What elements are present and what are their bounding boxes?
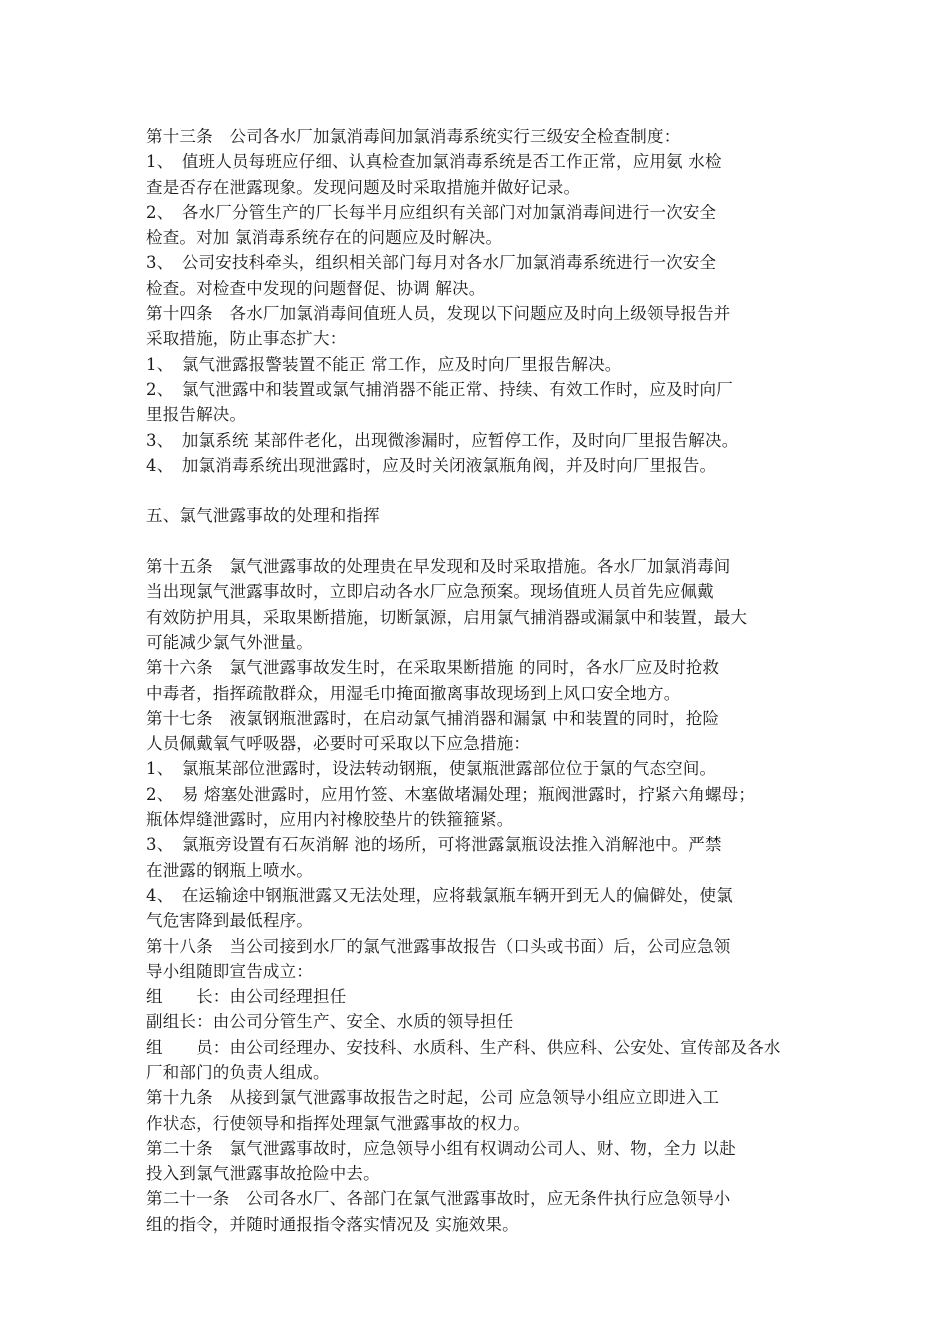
text-line: 第十九条 从接到氯气泄露事故报告之时起，公司 应急领导小组应立即进入工 xyxy=(146,1088,720,1108)
text-line: 第二十条 氯气泄露事故时，应急领导小组有权调动公司人、财、物，全力 以赴 xyxy=(146,1138,736,1158)
text-line: 1、 氯瓶某部位泄露时，设法转动钢瓶，使氯瓶泄露部位位于氯的气态空间。 xyxy=(146,759,717,779)
text-line: 作状态，行使领导和指挥处理氯气泄露事故的权力。 xyxy=(146,1113,531,1133)
text-line: 第二十一条 公司各水厂、各部门在氯气泄露事故时，应无条件执行应急领导小 xyxy=(146,1189,731,1209)
text-line: 3、 公司安技科牵头，组织相关部门每月对各水厂加氯消毒系统进行一次安全 xyxy=(146,253,717,273)
text-line: 里报告解决。 xyxy=(146,405,247,425)
text-line: 检查。对加 氯消毒系统存在的问题应及时解决。 xyxy=(146,228,503,248)
text-line: 副组长：由公司分管生产、安全、水质的领导担任 xyxy=(146,1012,514,1032)
section-heading: 五、氯气泄露事故的处理和指挥 xyxy=(146,506,380,526)
spacer xyxy=(146,478,814,503)
text-line: 中毒者，指挥疏散群众，用湿毛巾掩面撤离事故现场到上风口安全地方。 xyxy=(146,683,681,703)
text-line: 4、 在运输途中钢瓶泄露又无法处理，应将载氯瓶车辆开到无人的偏僻处，使氯 xyxy=(146,885,733,905)
text-line: 查是否存在泄露现象。发现问题及时采取措施并做好记录。 xyxy=(146,177,581,197)
text-line: 组 员：由公司经理办、安技科、水质科、生产科、供应科、公安处、宣传部及各水 xyxy=(146,1037,781,1057)
text-line: 第十五条 氯气泄露事故的处理贵在早发现和及时采取措施。各水厂加氯消毒间 xyxy=(146,557,731,577)
text-line: 检查。对检查中发现的问题督促、协调 解决。 xyxy=(146,278,486,298)
text-line: 3、 加氯系统 某部件老化，出现微渗漏时，应暂停工作，及时向厂里报告解决。 xyxy=(146,430,739,450)
text-line: 气危害降到最低程序。 xyxy=(146,911,313,931)
spacer xyxy=(146,529,814,554)
text-line: 可能减少氯气外泄量。 xyxy=(146,632,313,652)
text-line: 组 长：由公司经理担任 xyxy=(146,987,347,1007)
text-line: 当出现氯气泄露事故时，立即启动各水厂应急预案。现场值班人员首先应佩戴 xyxy=(146,582,714,602)
text-line: 采取措施，防止事态扩大： xyxy=(146,329,347,349)
text-line: 第十三条 公司各水厂加氯消毒间加氯消毒系统实行三级安全检查制度： xyxy=(146,127,681,146)
text-line: 第十八条 当公司接到水厂的氯气泄露事故报告（口头或书面）后，公司应急领 xyxy=(146,936,731,956)
text-line: 4、 加氯消毒系统出现泄露时，应及时关闭液氯瓶角阀，并及时向厂里报告。 xyxy=(146,455,717,475)
text-line: 第十四条 各水厂加氯消毒间值班人员，发现以下问题应及时向上级领导报告并 xyxy=(146,304,731,324)
text-line: 厂和部门的负责人组成。 xyxy=(146,1062,330,1082)
text-line: 组的指令，并随时通报指令落实情况及 实施效果。 xyxy=(146,1214,519,1234)
text-line: 在泄露的钢瓶上喷水。 xyxy=(146,860,313,880)
text-line: 2、 各水厂分管生产的厂长每半月应组织有关部门对加氯消毒间进行一次安全 xyxy=(146,202,717,222)
article-13-14-block xyxy=(146,124,814,478)
text-line: 第十六条 氯气泄露事故发生时，在采取果断措施 的同时，各水厂应及时抢救 xyxy=(146,658,720,678)
text-line: 1、 值班人员每班应仔细、认真检查加氯消毒系统是否工作正常，应用氨 水检 xyxy=(146,152,722,172)
text-line: 2、 氯气泄露中和装置或氯气捕消器不能正常、持续、有效工作时，应及时向厂 xyxy=(146,379,733,399)
text-line: 有效防护用具，采取果断措施，切断氯源，启用氯气捕消器或漏氯中和装置，最大 xyxy=(146,607,748,627)
text-line: 3、 氯瓶旁设置有石灰消解 池的场所，可将泄露氯瓶设法推入消解池中。严禁 xyxy=(146,835,722,855)
text-line: 1、 氯气泄露报警装置不能正 常工作，应及时向厂里报告解决。 xyxy=(146,354,622,374)
text-line: 投入到氯气泄露事故抢险中去。 xyxy=(146,1164,380,1184)
text-line: 人员佩戴氧气呼吸器，必要时可采取以下应急措施： xyxy=(146,734,531,754)
text-line: 导小组随即宣告成立： xyxy=(146,961,313,981)
article-15-21-block xyxy=(146,554,814,1237)
text-line: 瓶体焊缝泄露时，应用内衬橡胶垫片的铁箍箍紧。 xyxy=(146,810,514,830)
text-line: 第十七条 液氯钢瓶泄露时，在启动氯气捕消器和漏氯 中和装置的同时，抢险 xyxy=(146,708,720,728)
text-line: 2、 易 熔塞处泄露时，应用竹签、木塞做堵漏处理；瓶阀泄露时，拧紧六角螺母； xyxy=(146,784,756,804)
document-body xyxy=(146,124,814,1237)
